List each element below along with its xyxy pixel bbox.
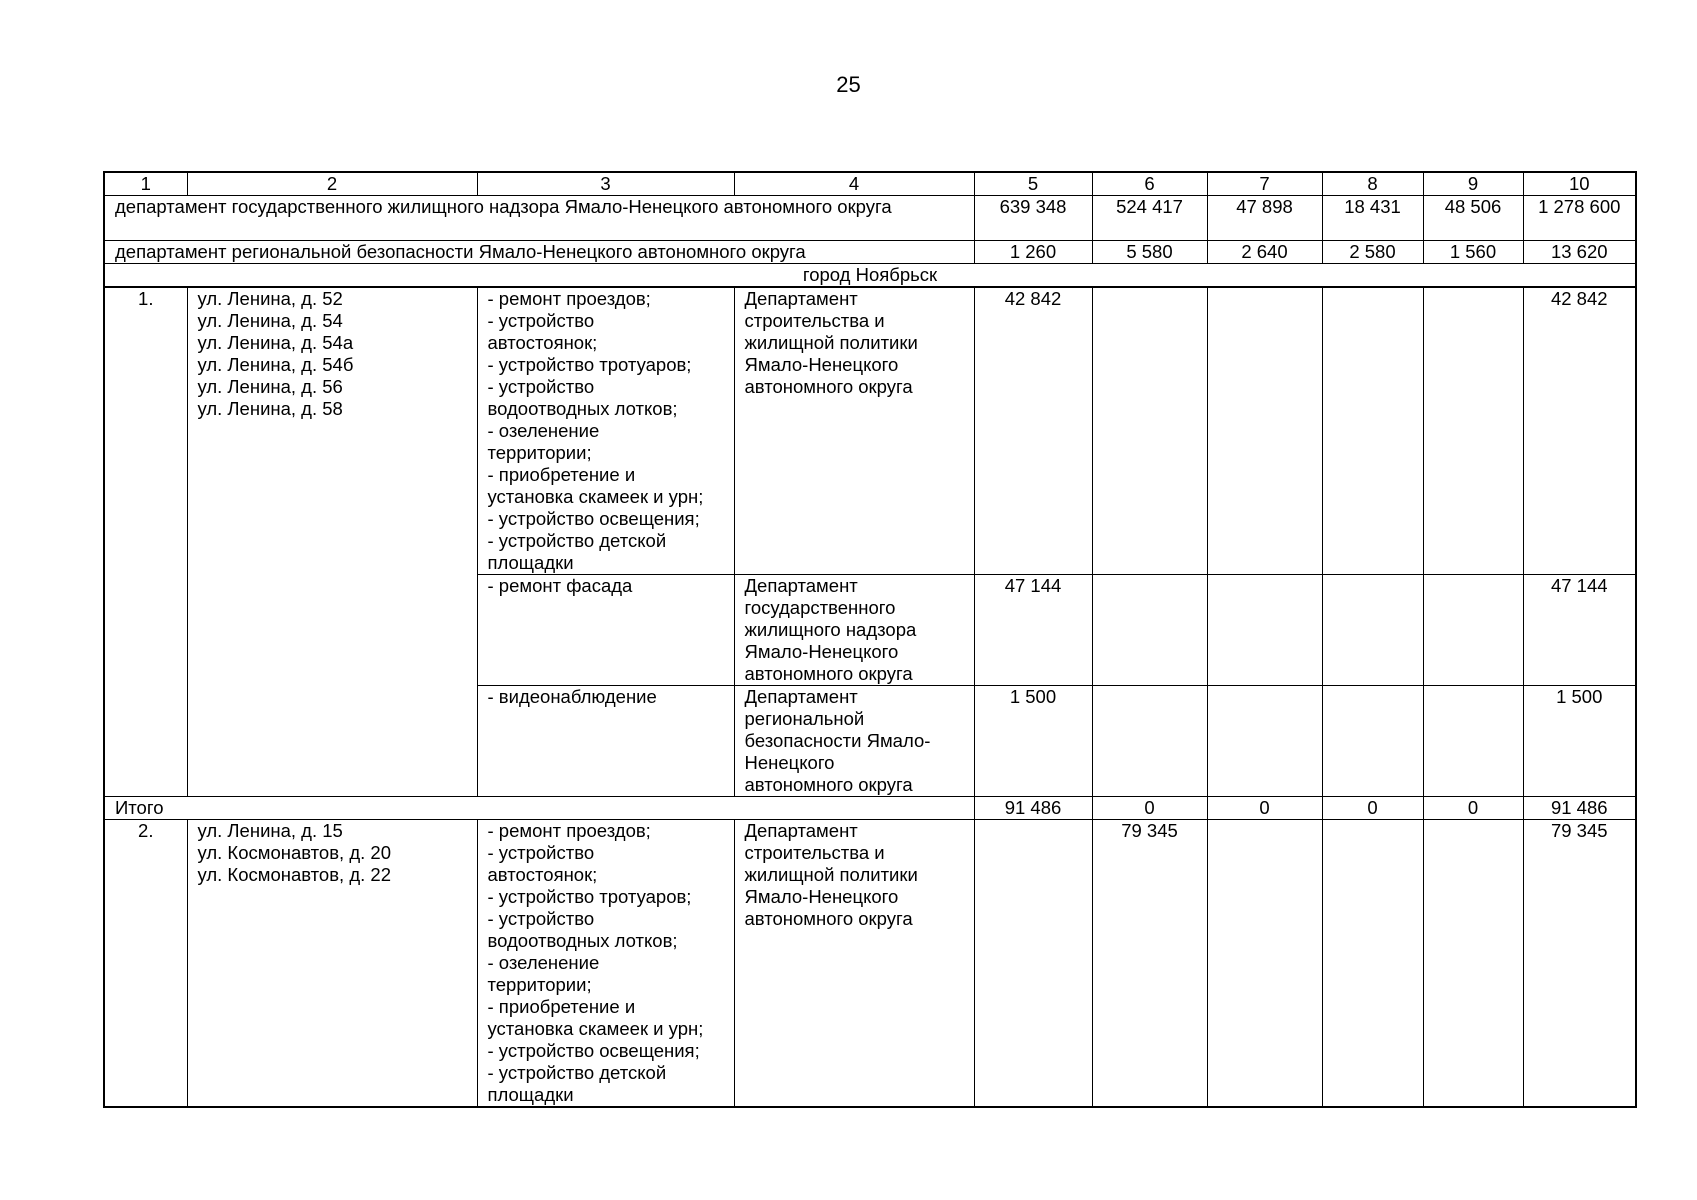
address: ул. Ленина, д. 56 (197, 376, 343, 397)
address: ул. Ленина, д. 58 (197, 398, 343, 419)
works-list (477, 820, 734, 1108)
value-cell: 2 580 (1322, 241, 1423, 264)
work-line: площадки (487, 552, 574, 573)
col-header: 3 (477, 172, 734, 196)
address: ул. Ленина, д. 54а (197, 332, 354, 353)
works-list (477, 575, 734, 686)
value-cell: 639 348 (974, 196, 1092, 241)
value-cell: 0 (1207, 797, 1322, 820)
work-line: - устройство детской (487, 1062, 667, 1083)
item-number: 2. (104, 820, 187, 1108)
dept-line: жилищной политики (744, 864, 918, 885)
dept-line: Департамент (744, 686, 858, 707)
value-cell: 91 486 (1523, 797, 1636, 820)
work-line: - устройство тротуаров; (487, 886, 692, 907)
value-cell (1092, 575, 1207, 686)
work-line: - устройство (487, 908, 595, 929)
col-header: 7 (1207, 172, 1322, 196)
work-line: водоотводных лотков; (487, 930, 678, 951)
value-cell: 13 620 (1523, 241, 1636, 264)
address-list (187, 820, 477, 1108)
value-cell (1207, 686, 1322, 797)
dept-line: строительства и (744, 310, 885, 331)
work-line: установка скамеек и урн; (487, 1018, 704, 1039)
work-line: - устройство (487, 310, 595, 331)
works-list (477, 686, 734, 797)
summary-label: департамент региональной безопасности Ямало-Ненецкого автономного округа (104, 241, 974, 264)
summary-label: департамент государственного жилищного надзора Ямало-Ненецкого автономного округа (104, 196, 974, 241)
value-cell (1322, 575, 1423, 686)
work-line: - приобретение и (487, 464, 636, 485)
col-header: 5 (974, 172, 1092, 196)
value-cell (1322, 820, 1423, 1108)
value-cell: 47 144 (974, 575, 1092, 686)
work-line: - устройство детской (487, 530, 667, 551)
dept-line: Департамент (744, 288, 858, 309)
value-cell: 47 144 (1523, 575, 1636, 686)
value-cell (1423, 287, 1523, 575)
address: ул. Ленина, д. 15 (197, 820, 343, 841)
value-cell: 524 417 (1092, 196, 1207, 241)
item-1-row-road-works (104, 287, 1636, 575)
work-line: - ремонт фасада (487, 575, 633, 596)
value-cell (1423, 820, 1523, 1108)
work-line: - устройство тротуаров; (487, 354, 692, 375)
col-header: 10 (1523, 172, 1636, 196)
item-number: 1. (104, 287, 187, 797)
dept-line: безопасности Ямало- (744, 730, 931, 751)
budget-table (103, 171, 1637, 1108)
work-line: - устройство освещения; (487, 508, 700, 529)
value-cell: 1 278 600 (1523, 196, 1636, 241)
work-line: - видеонаблюдение (487, 686, 657, 707)
value-cell (1423, 686, 1523, 797)
work-line: - устройство освещения; (487, 1040, 700, 1061)
dept-line: Ямало-Ненецкого (744, 641, 899, 662)
col-header: 9 (1423, 172, 1523, 196)
value-cell: 42 842 (974, 287, 1092, 575)
department (734, 686, 974, 797)
value-cell: 47 898 (1207, 196, 1322, 241)
value-cell (1322, 686, 1423, 797)
dept-line: региональной (744, 708, 865, 729)
col-header: 6 (1092, 172, 1207, 196)
work-line: - устройство (487, 376, 595, 397)
work-line: - озеленение (487, 952, 600, 973)
dept-line: Ямало-Ненецкого (744, 354, 899, 375)
work-line: водоотводных лотков; (487, 398, 678, 419)
address: ул. Ленина, д. 52 (197, 288, 343, 309)
value-cell: 42 842 (1523, 287, 1636, 575)
summary-row-security (104, 241, 1636, 264)
work-line: - ремонт проездов; (487, 820, 651, 841)
value-cell (1423, 575, 1523, 686)
value-cell: 2 640 (1207, 241, 1322, 264)
value-cell: 79 345 (1523, 820, 1636, 1108)
value-cell: 1 260 (974, 241, 1092, 264)
work-line: площадки (487, 1084, 574, 1105)
summary-row-housing (104, 196, 1636, 241)
work-line: автостоянок; (487, 332, 598, 353)
value-cell: 48 506 (1423, 196, 1523, 241)
value-cell: 79 345 (1092, 820, 1207, 1108)
value-cell: 5 580 (1092, 241, 1207, 264)
dept-line: автономного округа (744, 774, 913, 795)
department (734, 575, 974, 686)
value-cell (1092, 686, 1207, 797)
col-header: 8 (1322, 172, 1423, 196)
dept-line: Ненецкого (744, 752, 835, 773)
department (734, 287, 974, 575)
work-line: - озеленение (487, 420, 600, 441)
col-header: 2 (187, 172, 477, 196)
work-line: - приобретение и (487, 996, 636, 1017)
city-name: город Ноябрьск (104, 264, 1636, 288)
department (734, 820, 974, 1108)
value-cell: 0 (1322, 797, 1423, 820)
work-line: - устройство (487, 842, 595, 863)
total-label: Итого (104, 797, 974, 820)
work-line: территории; (487, 974, 592, 995)
page-number: 25 (836, 72, 861, 97)
dept-line: автономного округа (744, 663, 913, 684)
dept-line: строительства и (744, 842, 885, 863)
dept-line: автономного округа (744, 376, 913, 397)
dept-line: Департамент (744, 820, 858, 841)
value-cell: 1 500 (974, 686, 1092, 797)
address: ул. Ленина, д. 54б (197, 354, 354, 375)
work-line: территории; (487, 442, 592, 463)
value-cell: 18 431 (1322, 196, 1423, 241)
value-cell (1207, 820, 1322, 1108)
address: ул. Космонавтов, д. 22 (197, 864, 391, 885)
dept-line: Ямало-Ненецкого (744, 886, 899, 907)
address-list (187, 287, 477, 797)
col-header: 4 (734, 172, 974, 196)
city-row (104, 264, 1636, 288)
col-header: 1 (104, 172, 187, 196)
value-cell (1092, 287, 1207, 575)
work-line: автостоянок; (487, 864, 598, 885)
value-cell (974, 820, 1092, 1108)
work-line: - ремонт проездов; (487, 288, 651, 309)
address: ул. Космонавтов, д. 20 (197, 842, 391, 863)
value-cell (1207, 287, 1322, 575)
dept-line: Департамент (744, 575, 858, 596)
address: ул. Ленина, д. 54 (197, 310, 343, 331)
value-cell: 1 560 (1423, 241, 1523, 264)
works-list (477, 287, 734, 575)
value-cell (1207, 575, 1322, 686)
dept-line: автономного округа (744, 908, 913, 929)
value-cell (1322, 287, 1423, 575)
dept-line: государственного (744, 597, 896, 618)
value-cell: 1 500 (1523, 686, 1636, 797)
dept-line: жилищного надзора (744, 619, 917, 640)
dept-line: жилищной политики (744, 332, 918, 353)
value-cell: 91 486 (974, 797, 1092, 820)
column-numbers-row (104, 172, 1636, 196)
total-row (104, 797, 1636, 820)
item-2-row (104, 820, 1636, 1108)
value-cell: 0 (1092, 797, 1207, 820)
work-line: установка скамеек и урн; (487, 486, 704, 507)
value-cell: 0 (1423, 797, 1523, 820)
